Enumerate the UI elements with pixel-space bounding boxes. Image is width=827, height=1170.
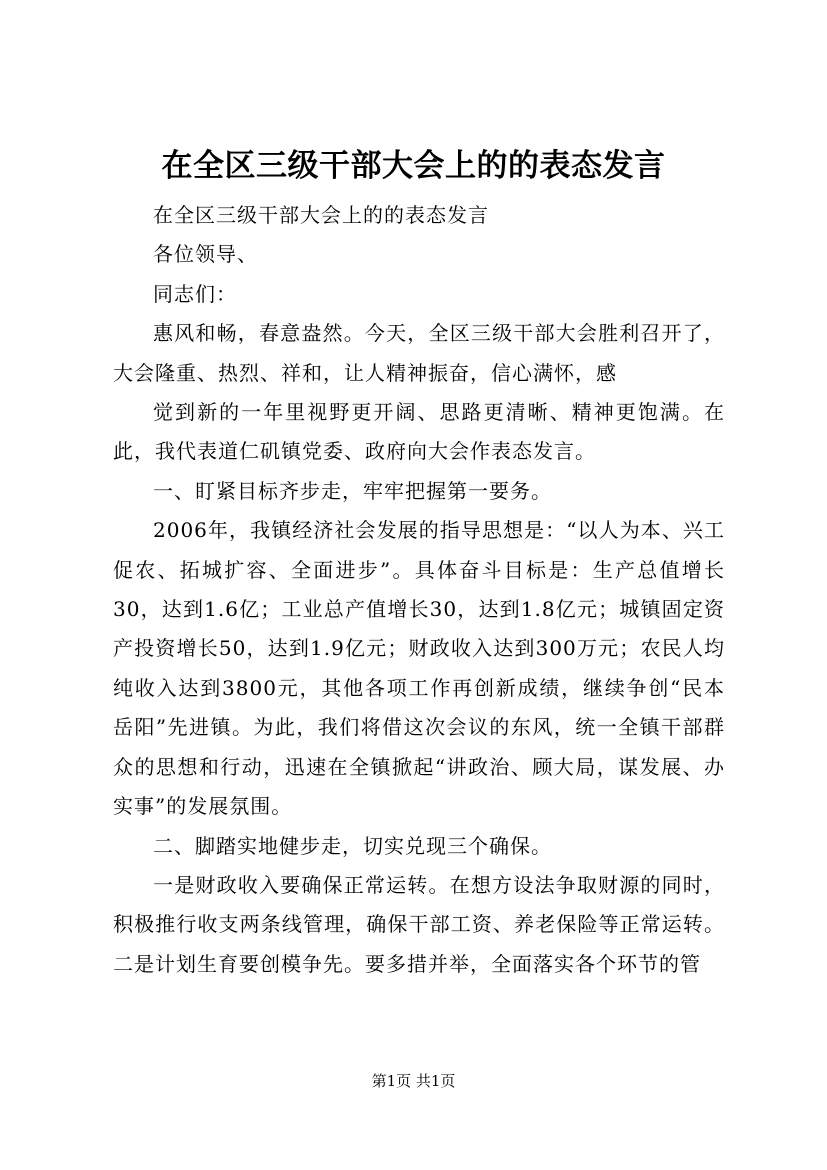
- page-footer: 第1页 共1页: [371, 1072, 456, 1090]
- paragraph-opening-continued: 觉到新的一年里视野更开阔、思路更清晰、精神更饱满。在此，我代表道仁矶镇党委、政府向大会作表态发言。: [113, 400, 725, 464]
- document-body: [113, 196, 725, 984]
- paragraph-salutation-leaders: 各位领导、: [153, 242, 258, 267]
- paragraph-salutation-comrades: 同志们：: [153, 281, 237, 306]
- paragraph-subtitle: 在全区三级干部大会上的的表态发言: [153, 203, 489, 227]
- paragraph-opening: 惠风和畅，春意盎然。今天，全区三级干部大会胜利召开了，大会隆重、热烈、祥和，让人精神振奋，信心满怀，感: [113, 321, 725, 385]
- paragraph-goals: 2006年，我镇经济社会发展的指导思想是：“以人为本、兴工促农、拓城扩容、全面进步”。具体奋斗目标是：生产总值增长30，达到1.6亿；工业总产值增长30，达到1.8亿元；城镇固定资产投资增长50，达到1.9亿元；财政收入达到300万元；农民人均纯收入达到3800元，其他各项工作再创新成绩，继续争创“民本岳阳”先进镇。为此，我们将借这次会议的东风，统一全镇干部群众的思想和行动，迅速在全镇掀起“讲政治、顾大局，谋发展、办实事”的发展氛围。: [113, 518, 725, 819]
- section-heading-one: 一、盯紧目标齐步走，牢牢把握第一要务。: [153, 478, 552, 503]
- document-title: 在全区三级干部大会上的的表态发言: [161, 148, 666, 184]
- section-heading-two: 二、脚踏实地健步走，切实兑现三个确保。: [153, 833, 552, 858]
- paragraph-assurances: 一是财政收入要确保正常运转。在想方设法争取财源的同时，积极推行收支两条线管理，确保干部工资、养老保险等正常运转。二是计划生育要创模争先。要多措并举，全面落实各个环节的管: [113, 872, 725, 976]
